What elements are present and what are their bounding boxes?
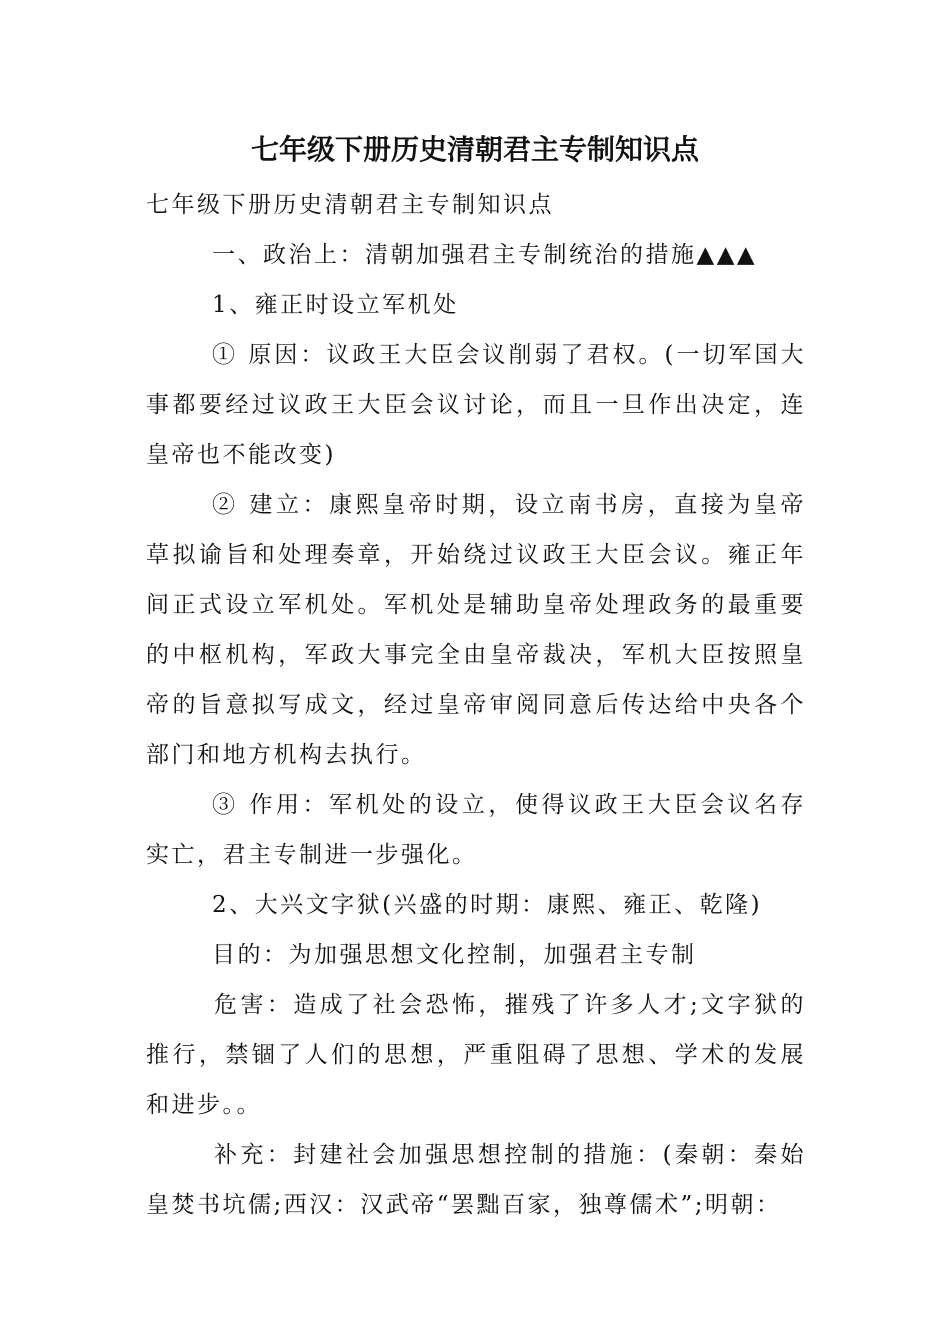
paragraph-purpose: 目的：为加强思想文化控制，加强君主专制 <box>212 942 697 968</box>
paragraph-item-heading-2: 2、大兴文字狱(兴盛的时期：康熙、雍正、乾隆) <box>212 892 763 918</box>
paragraph-section-heading: 一、政治上：清朝加强君主专制统治的措施▲▲▲ <box>212 242 758 268</box>
paragraph-item-heading: 1、雍正时设立军机处 <box>212 292 459 318</box>
document-title: 七年级下册历史清朝君主专制知识点 <box>250 133 699 166</box>
paragraph-reason: ① 原因：议政王大臣会议削弱了君权。(一切军国大事都要经过议政王大臣会议讨论，而且一旦作出决定，连皇帝也不能改变) <box>146 342 806 468</box>
document-body <box>146 180 806 1230</box>
paragraph-subtitle: 七年级下册历史清朝君主专制知识点 <box>146 192 554 218</box>
paragraph-supplement: 补充：封建社会加强思想控制的措施：(秦朝：秦始皇焚书坑儒;西汉：汉武帝“罢黜百家，独尊儒术”;明朝： <box>146 1142 806 1218</box>
paragraph-establishment: ② 建立：康熙皇帝时期，设立南书房，直接为皇帝草拟谕旨和处理奏章，开始绕过议政王大臣会议。雍正年间正式设立军机处。军机处是辅助皇帝处理政务的最重要的中枢机构，军政大事完全由皇帝裁决，军机大臣按照皇帝的旨意拟写成文，经过皇帝审阅同意后传达给中央各个部门和地方机构去执行。 <box>146 492 806 768</box>
paragraph-effect: ③ 作用：军机处的设立，使得议政王大臣会议名存实亡，君主专制进一步强化。 <box>146 792 806 868</box>
paragraph-harm: 危害：造成了社会恐怖，摧残了许多人才;文字狱的推行，禁锢了人们的思想，严重阻碍了思想、学术的发展和进步。。 <box>146 992 806 1118</box>
